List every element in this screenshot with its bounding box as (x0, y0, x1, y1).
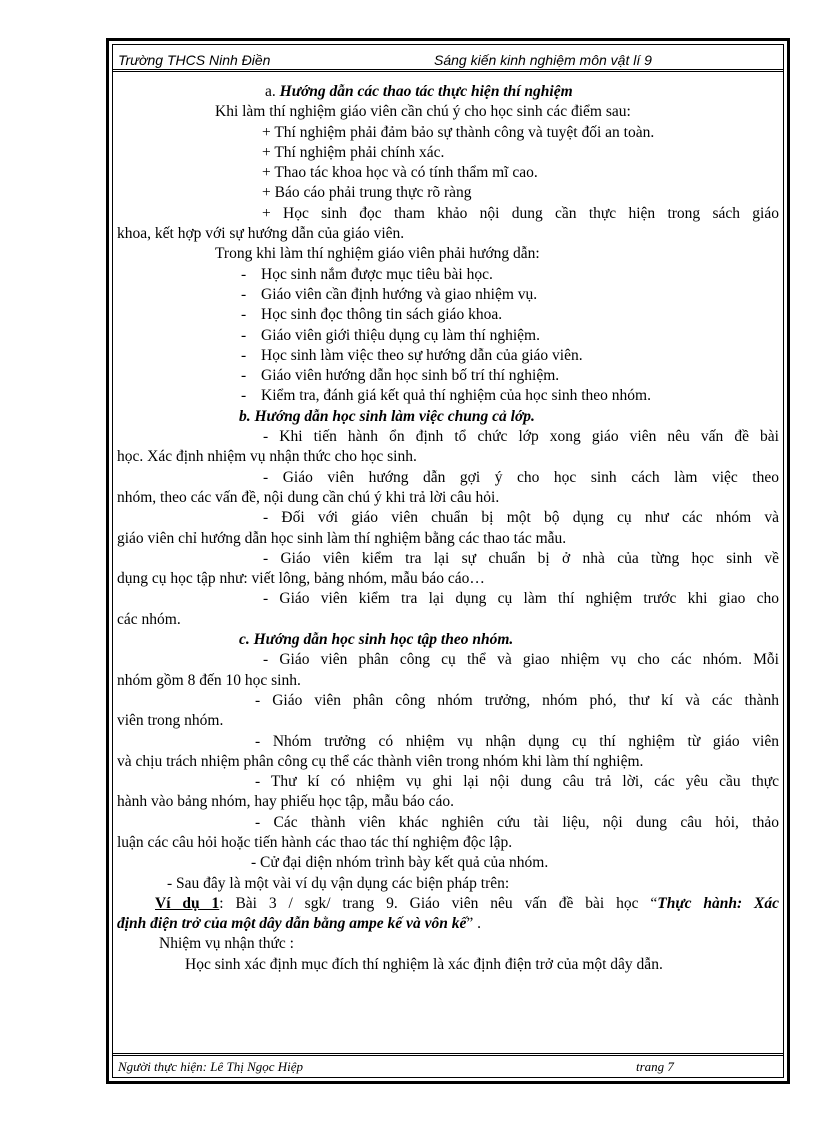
b-para-cont: nhóm, theo các vấn đề, nội dung cần chú ý khi trả lời câu hỏi. (117, 488, 500, 506)
bullet-item: - Giáo viên hướng dẫn học sinh bố trí thí nghiệm. (241, 367, 560, 385)
b-para-first: - Giáo viên kiểm tra lại sự chuẩn bị ở nhà của từng học sinh về (263, 549, 779, 567)
a-point: + Thí nghiệm phải đảm bảo sự thành công và tuyệt đối an toàn. (262, 123, 655, 141)
a-point-last-cont: khoa, kết hợp với sự hướng dẫn của giáo viên. (117, 225, 405, 243)
document-body (117, 82, 779, 975)
bullet-item: - Học sinh làm việc theo sự hướng dẫn của giáo viên. (241, 346, 583, 364)
b-para-first: - Khi tiến hành ổn định tổ chức lớp xong giáo viên nêu vấn đề bài (263, 428, 779, 446)
c-para-first: - Giáo viên phân công nhóm trưởng, nhóm phó, thư kí và các thành (255, 691, 779, 709)
a-point-last: + Học sinh đọc tham khảo nội dung cần thực hiện trong sách giáo (262, 204, 779, 222)
b-para-first: - Đối với giáo viên chuẩn bị một bộ dụng cụ như các nhóm và (263, 509, 779, 527)
section-a-intro: Khi làm thí nghiệm giáo viên cần chú ý cho học sinh các điểm sau: (215, 103, 631, 121)
c-last-item: - Cử đại diện nhóm trình bày kết quả của nhóm. (251, 854, 549, 872)
c-para-cont: luận các câu hỏi hoặc tiến hành các thao tác thí nghiệm độc lập. (117, 833, 513, 851)
b-para-cont: học. Xác định nhiệm vụ nhận thức cho học sinh. (117, 448, 417, 466)
guide-intro: Trong khi làm thí nghiệm giáo viên phải hướng dẫn: (215, 245, 540, 263)
c-para-first: - Nhóm trưởng có nhiệm vụ nhận dụng cụ thí nghiệm từ giáo viên (255, 732, 779, 750)
header-rule (113, 69, 783, 72)
c-para-cont: hành vào bảng nhóm, hay phiếu học tập, mẫu báo cáo. (117, 793, 455, 811)
task-label: Nhiệm vụ nhận thức : (159, 935, 294, 953)
example-line-1: Ví dụ 1: Bài 3 / sgk/ trang 9. Giáo viên nêu vấn đề bài học “Thực hành: Xác (155, 894, 779, 912)
c-para-first: - Thư kí có nhiệm vụ ghi lại nội dung câu trả lời, các yêu cầu thực (255, 773, 779, 791)
header-school: Trường THCS Ninh Điền (118, 52, 271, 68)
b-para-first: - Giáo viên hướng dẫn gợi ý cho học sinh cách làm việc theo (263, 468, 779, 486)
section-a-heading: a. Hướng dẫn các thao tác thực hiện thí nghiệm (265, 83, 573, 100)
page-header (118, 50, 778, 70)
bullet-item: - Giáo viên giới thiệu dụng cụ làm thí nghiệm. (241, 326, 540, 344)
a-point: + Báo cáo phải trung thực rõ ràng (262, 184, 472, 202)
b-para-first: - Giáo viên kiểm tra lại dụng cụ làm thí nghiệm trước khi giao cho (263, 590, 779, 608)
bullet-item: - Học sinh đọc thông tin sách giáo khoa. (241, 306, 503, 324)
footer-rule (113, 1053, 783, 1056)
c-para-cont: và chịu trách nhiệm phân công cụ thể các thành viên trong nhóm khi làm thí nghiệm. (117, 752, 644, 770)
page-footer (118, 1059, 778, 1077)
bullet-item: - Kiểm tra, đánh giá kết quả thí nghiệm của học sinh theo nhóm. (241, 387, 651, 405)
task-text: Học sinh xác định mục đích thí nghiệm là xác định điện trở của một dây dẫn. (185, 955, 663, 973)
footer-author: Người thực hiện: Lê Thị Ngọc Hiệp (118, 1059, 304, 1074)
c-para-first: - Giáo viên phân công cụ thể và giao nhiệm vụ cho các nhóm. Mỗi (263, 651, 779, 669)
b-para-cont: giáo viên chỉ hướng dẫn học sinh làm thí nghiệm bằng các thao tác mẫu. (117, 529, 567, 547)
section-c-heading: c. Hướng dẫn học sinh học tập theo nhóm. (239, 631, 514, 649)
a-point: + Thao tác khoa học và có tính thẩm mĩ cao. (262, 164, 538, 182)
a-point: + Thí nghiệm phải chính xác. (262, 143, 445, 161)
b-para-cont: các nhóm. (117, 610, 181, 628)
footer-page-number: trang 7 (636, 1059, 674, 1074)
transition-line: - Sau đây là một vài ví dụ vận dụng các biện pháp trên: (167, 874, 510, 892)
bullet-item: - Giáo viên cần định hướng và giao nhiệm vụ. (241, 285, 538, 303)
header-subject: Sáng kiến kinh nghiệm môn vật lí 9 (434, 52, 652, 68)
section-b-heading: b. Hướng dẫn học sinh làm việc chung cả lớp. (239, 407, 535, 425)
c-para-cont: viên trong nhóm. (117, 712, 224, 730)
b-para-cont: dụng cụ học tập như: viết lông, bảng nhóm, mẫu báo cáo… (117, 570, 485, 588)
c-para-first: - Các thành viên khác nghiên cứu tài liệu, nội dung câu hỏi, thảo (255, 813, 779, 831)
bullet-item: - Học sinh nắm được mục tiêu bài học. (241, 265, 493, 283)
c-para-cont: nhóm gồm 8 đến 10 học sinh. (117, 671, 301, 689)
example-line-2: định điện trở của một dây dẫn bằng ampe kế và vôn kế” . (117, 915, 481, 933)
